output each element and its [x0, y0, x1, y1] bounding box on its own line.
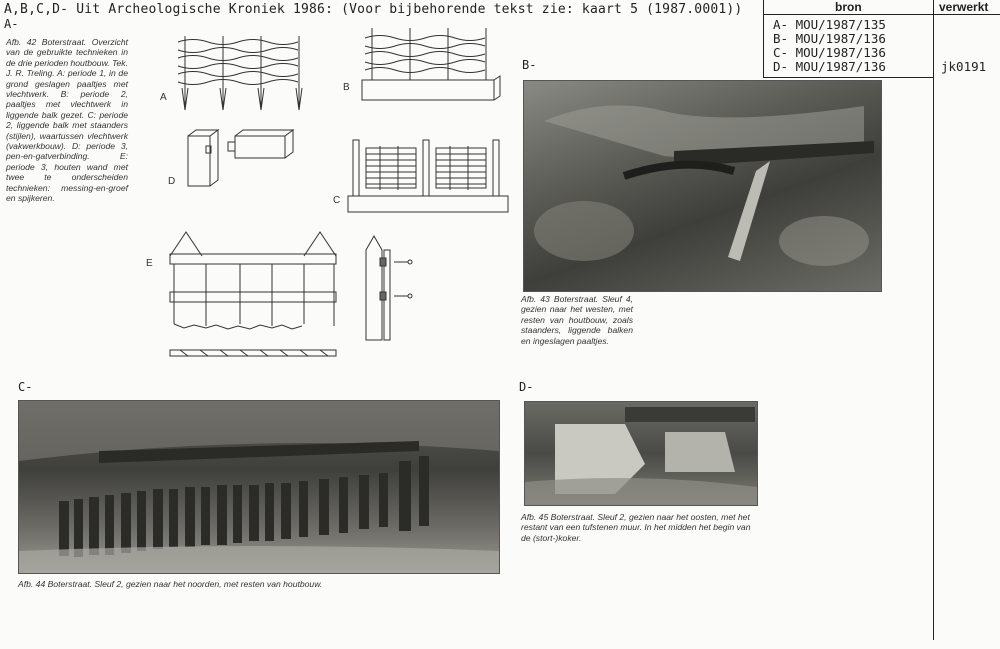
- page-title: A,B,C,D- Uit Archeologische Kroniek 1986: (Voor bijbehorende tekst zie: kaart 5 (1987.0001)): [4, 2, 743, 17]
- drawing-label-d: D: [168, 176, 176, 187]
- table-header-divider: [763, 14, 1000, 15]
- drawing-label-e: E: [146, 258, 153, 269]
- table-row: A- MOU/1987/135: [773, 17, 886, 32]
- photo-figure-44: [18, 400, 500, 574]
- drawing-label-a: A: [160, 92, 167, 103]
- table-row: D- MOU/1987/136: [773, 59, 886, 74]
- figure-45-caption: Afb. 45 Boterstraat. Sleuf 2, gezien naar het oosten, met het restant van een tufstenen muur. In het midden het begin van de (stort-)koker.: [521, 512, 751, 543]
- drawing-b: [362, 28, 500, 100]
- photo-figure-45: [524, 401, 758, 506]
- table-bottom-border: [763, 77, 934, 78]
- drawing-label-c: C: [333, 195, 341, 206]
- section-label-a: A-: [4, 17, 19, 31]
- table-row: B- MOU/1987/136: [773, 31, 886, 46]
- figure-43-caption: Afb. 43 Boterstraat. Sleuf 4, gezien naar het westen, met resten van houtbouw, zoals staanders, liggende balken en ingeslagen paaltjes.: [521, 294, 633, 346]
- section-label-b: B-: [522, 58, 537, 72]
- section-label-d: D-: [519, 380, 534, 394]
- header-bron: bron: [835, 0, 862, 14]
- table-column-divider: [933, 0, 934, 640]
- table-border: [763, 0, 764, 78]
- header-verwerkt: verwerkt: [939, 0, 989, 14]
- drawing-d: [188, 130, 293, 186]
- table-row: C- MOU/1987/136: [773, 45, 886, 60]
- drawing-label-b: B: [343, 82, 350, 93]
- photo-figure-43: [523, 80, 882, 292]
- section-label-c: C-: [18, 380, 33, 394]
- drawing-e: [170, 232, 412, 356]
- table-verwerkt-value: jk0191: [941, 59, 987, 74]
- figure-42-caption: Afb. 42 Boterstraat. Overzicht van de gebruikte technieken in de drie perioden houtbouw. Tek. J. R. Treling. A: periode 1, in de grond geslagen paaltjes met vlechtwerk. B: periode 2, paaltjes met vlechtwerk in liggende balk gezet. C: periode 2, liggende balk met staanders (stijlen), waartussen vlechtwerk (vakwerkbouw). D: periode 3, pen-en-gatverbinding. E: periode 3, houten wand met twee te onderscheiden technieken: messing-en-groef en spijkeren.: [6, 37, 128, 204]
- drawing-a: [178, 36, 302, 110]
- figure-42-drawings: [140, 28, 515, 368]
- figure-44-caption: Afb. 44 Boterstraat. Sleuf 2, gezien naar het noorden, met resten van houtbouw.: [18, 579, 323, 589]
- drawing-c: [348, 140, 508, 212]
